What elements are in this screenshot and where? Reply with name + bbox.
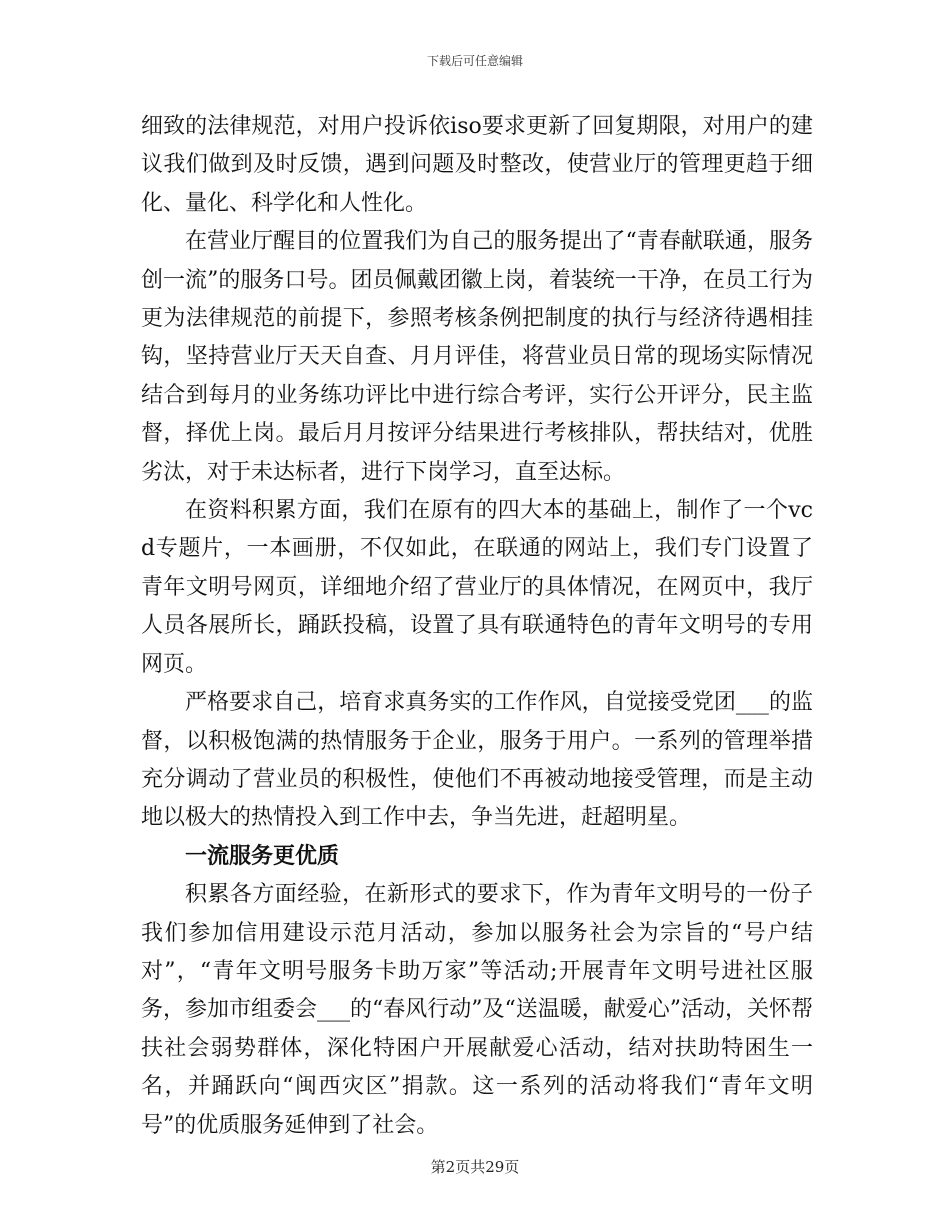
page-footer: 第2页共29页: [430, 1158, 520, 1176]
paragraph-materials: 在资料积累方面，我们在原有的四大本的基础上，制作了一个vcd专题片，一本画册，不仅如此，在联通的网站上，我们专门设置了青年文明号网页，详细地介绍了营业厅的具体情况，在网页中，我厅人员各展所长，踊跃投稿，设置了具有联通特色的青年文明号的专用网页。: [141, 498, 813, 677]
paragraph-activities: 积累各方面经验，在新形式的要求下，作为青年文明号的一份子我们参加信用建设示范月活动，参加以服务社会为宗旨的“号户结对”，“青年文明号服务卡助万家”等活动;开展青年文明号进社区服务，参加市组委会___的“春风行动”及“送温暖，献爱心”活动，关怀帮扶社会弱势群体，深化特困户开展献爱心活动，结对扶助特困生一名，并踊跃向“闽西灾区”捐款。这一系列的活动将我们“青年文明号”的优质服务延伸到了社会。: [141, 882, 813, 1138]
page-header: 下载后可任意编辑: [426, 54, 523, 68]
document-body: [141, 108, 813, 1145]
paragraph-self-discipline: 严格要求自己，培育求真务实的工作作风，自觉接受党团___的监督，以积极饱满的热情服务于企业，服务于用户。一系列的管理举措充分调动了营业员的积极性，使他们不再被动地接受管理，而是主动地以极大的热情投入到工作中去，争当先进，赶超明星。: [141, 690, 813, 831]
section-heading: 一流服务更优质: [185, 843, 340, 869]
paragraph-continuation: 细致的法律规范，对用户投诉依iso要求更新了回复期限，对用户的建议我们做到及时反馈，遇到问题及时整改，使营业厅的管理更趋于细化、量化、科学化和人性化。: [141, 114, 813, 216]
paragraph-service-slogan: 在营业厅醒目的位置我们为自己的服务提出了“青春献联通，服务创一流”的服务口号。团员佩戴团徽上岗，着装统一干净，在员工行为更为法律规范的前提下，参照考核条例把制度的执行与经济待遇相挂钩，坚持营业厅天天自查、月月评佳，将营业员日常的现场实际情况结合到每月的业务练功评比中进行综合考评，实行公开评分，民主监督，择优上岗。最后月月按评分结果进行考核排队，帮扶结对，优胜劣汰，对于未达标者，进行下岗学习，直至达标。: [141, 229, 813, 485]
